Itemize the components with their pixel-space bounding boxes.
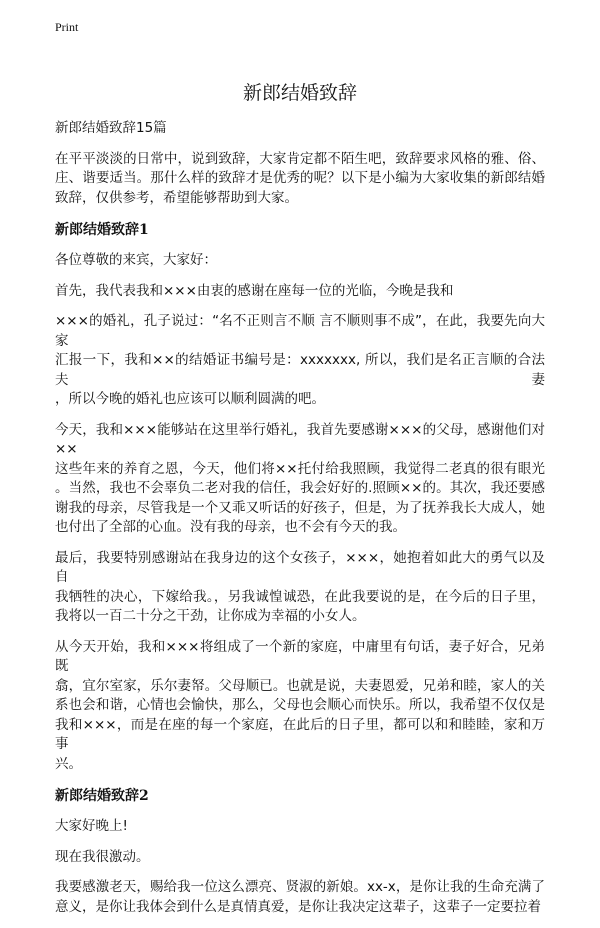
text-line: 首先，我代表我和×××由衷的感谢在座每一位的光临，今晚是我和 xyxy=(55,282,454,299)
text-line: 各位尊敬的来宾，大家好： xyxy=(55,252,217,268)
section-2-body xyxy=(55,817,545,917)
page-title: 新郎结婚致辞 xyxy=(242,82,357,104)
paragraph xyxy=(55,817,545,837)
text-line: 我将以一百二十分之干劲，让你成为幸福的小女人。 xyxy=(55,608,366,624)
document-body xyxy=(55,78,545,928)
section-1-body xyxy=(55,251,545,774)
text-line: 我和×××，而是在座的每一个家庭，在此后的日子里，都可以和和睦睦，家和万事 xyxy=(55,716,545,752)
text-line: 最后，我要特别感谢站在我身边的这个女孩子，×××，她抱着如此大的勇气以及自 xyxy=(55,549,545,585)
text-line: 我牺牲的决心，下嫁给我。，另我诚惶诚恐，在此我要说的是，在今后的日子里， xyxy=(55,588,545,605)
text-line: 在平平淡淡的日常中，说到致辞，大家肯定都不陌生吧，致辞要求风格的雅、俗、 xyxy=(55,150,545,167)
paragraph xyxy=(55,848,545,868)
paragraph xyxy=(55,549,545,627)
intro-paragraph xyxy=(55,150,545,209)
text-line: 现在我很激动。 xyxy=(55,848,150,865)
text-line: 今天，我和×××能够站在这里举行婚礼，我首先要感谢×××的父母，感谢他们对×× xyxy=(55,421,545,457)
text-line: 大家好晚上! xyxy=(55,818,128,834)
paragraph xyxy=(55,638,545,775)
text-line: 从今天开始，我和×××将组成了一个新的家庭，中庸里有句话，妻子好合，兄弟既 xyxy=(55,638,545,674)
paragraph xyxy=(55,421,545,538)
text-line: 翕，宜尔室家，乐尔妻帑。父母顺已。也就是说，夫妻恩爱，兄弟和睦，家人的关 xyxy=(55,677,545,694)
section-heading-2: 新郎结婚致辞2 xyxy=(55,788,149,804)
paragraph xyxy=(55,878,545,917)
text-line: 谢我的母亲，尽管我是一个又乖又听话的好孩子，但是，为了抚养我长大成人，她 xyxy=(55,499,545,516)
text-line: 这些年来的养育之恩，今天，他们将××托付给我照顾，我觉得二老真的很有眼光 xyxy=(55,460,545,477)
text-line: 我要感激老天，赐给我一位这么漂亮、贤淑的新娘。xx-x，是你让我的生命充满了 xyxy=(55,879,545,895)
text-line: 庄、谐要适当。那什么样的致辞才是优秀的呢？以下是小编为大家收集的新郎结婚 xyxy=(55,170,545,186)
paragraph xyxy=(55,312,545,410)
subtitle: 新郎结婚致辞15篇 xyxy=(55,120,167,136)
text-line: 。当然，我也不会辜负二老对我的信任，我会好好的.照顾××的。其次，我还要感 xyxy=(55,480,545,496)
text-line: 汇报一下，我和××的结婚证书编号是：xxxxxxx, 所以，我们是名正言顺的合法夫妻 xyxy=(55,352,545,388)
section-heading-1: 新郎结婚致辞1 xyxy=(55,222,149,238)
text-line: ，所以今晚的婚礼也应该可以顺利圆满的吧。 xyxy=(55,391,325,407)
text-line: ×××的婚礼，孔子说过：“名不正则言不顺 言不顺则事不成”，在此，我要先向大家 xyxy=(55,313,545,349)
text-line: 也付出了全部的心血。没有我的母亲，也不会有今天的我。 xyxy=(55,519,406,535)
text-line: 系也会和谐，心情也会愉快，那么，父母也会顺心而快乐。所以，我希望不仅仅是 xyxy=(55,697,545,713)
paragraph xyxy=(55,282,545,302)
print-link[interactable]: Print xyxy=(55,20,79,34)
text-line: 兴。 xyxy=(55,755,82,772)
text-line: 意义，是你让我体会到什么是真情真爱，是你让我决定这辈子，这辈子一定要拉着 xyxy=(55,898,541,915)
paragraph xyxy=(55,251,545,271)
text-line: 致辞，仅供参考，希望能够帮助到大家。 xyxy=(55,189,298,206)
